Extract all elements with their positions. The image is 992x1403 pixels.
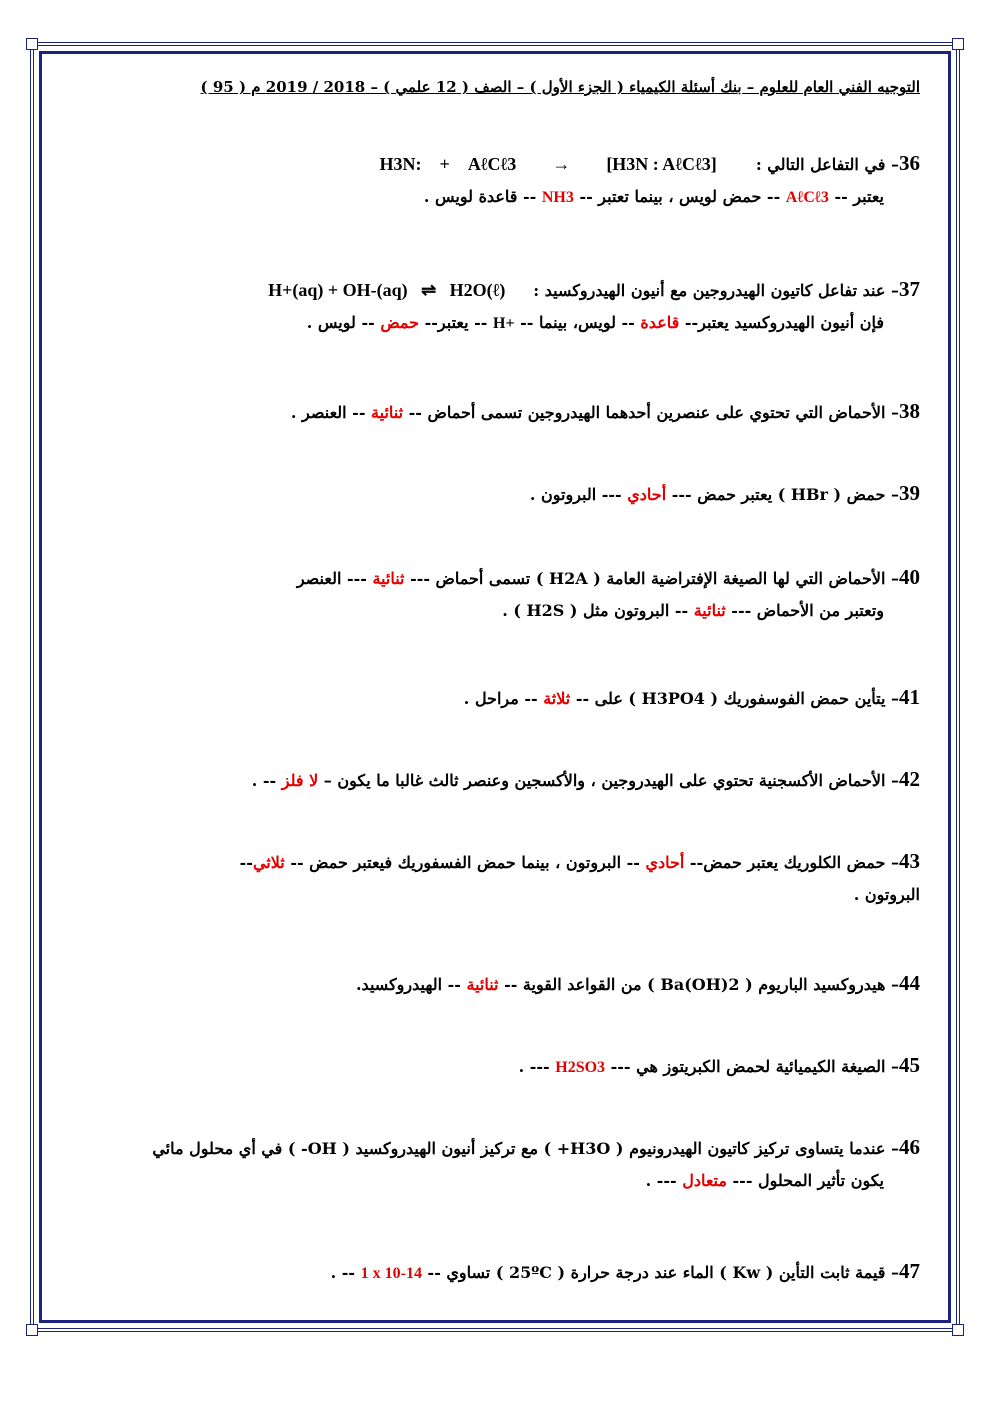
text: -- حمض لويس ، بينما تعتبر --: [579, 187, 781, 206]
question-42: [58, 768, 920, 792]
answer-red: لا فلز: [281, 771, 319, 790]
text: فإن أنيون الهيدروكسيد يعتبر--: [684, 313, 884, 332]
product: H2O(ℓ): [449, 280, 506, 300]
question-number: 41: [899, 685, 920, 709]
answer-red: حمض: [380, 313, 420, 332]
answer-line: [58, 186, 920, 209]
text: -- لويس .: [306, 313, 375, 332]
answer-red: ثنائية: [372, 569, 405, 588]
text: البروتون .: [853, 885, 920, 904]
text: --- .: [518, 1057, 550, 1076]
question-46: [58, 1136, 920, 1192]
answer-red: ثنائية: [693, 601, 726, 620]
reaction-equation: [268, 280, 505, 300]
answer-line: [58, 1170, 920, 1192]
question-number: 42: [899, 767, 920, 791]
text: – قيمة ثابت التأين ( Kw ) الماء عند درجة حرارة ( 25ºC ) تساوي --: [427, 1263, 899, 1282]
text: – يتأين حمض الفوسفوريك ( H3PO4 ) على --: [575, 689, 899, 708]
question-number: 38: [899, 399, 920, 423]
answer-red: أحادي: [645, 853, 685, 872]
text: – الأحماض الأكسجنية تحتوي على الهيدروجين ، والأكسجين وعنصر ثالث غالبا ما يكون –: [323, 771, 899, 790]
border-corner: [26, 38, 38, 50]
page-header: التوجيه الفني العام للعلوم – بنك أسئلة الكيمياء ( الجزء الأول ) – الصف ( 12 علمي ) – 2018 / 2019 م ( 95 ): [200, 78, 920, 96]
question-38: [58, 400, 920, 424]
plus-sign: +: [439, 154, 450, 174]
question-text: – في التفاعل التالي :: [755, 155, 899, 174]
equilibrium-arrow: ⇌: [421, 280, 437, 300]
answer-red: أحادي: [627, 485, 667, 504]
text: -- لويس، بينما --: [520, 313, 635, 332]
text: -- مراحل .: [463, 689, 538, 708]
question-number: 47: [899, 1259, 920, 1283]
answer-red: AℓCℓ3: [785, 189, 829, 206]
question-number: 43: [899, 849, 920, 873]
question-43: [58, 850, 920, 906]
question-number: 40: [899, 565, 920, 589]
text: --- .: [645, 1171, 677, 1190]
answer-red: ثنائية: [371, 403, 404, 422]
answer-red: ثلاثي: [252, 853, 285, 872]
text: وتعتبر من الأحماض ---: [731, 601, 884, 620]
question-36: [58, 152, 920, 209]
question-47: [58, 1260, 920, 1285]
question-number: 45: [899, 1053, 920, 1077]
border-corner: [952, 38, 964, 50]
text: -- الهيدروكسيد.: [355, 975, 461, 994]
reactants: H+(aq) + OH-(aq): [268, 280, 408, 300]
question-number: 36: [899, 151, 920, 175]
text: -- يعتبر--: [424, 313, 488, 332]
answer-red: NH3: [541, 189, 574, 206]
question-text: – عند تفاعل كاتيون الهيدروجين مع أنيون الهيدروكسيد :: [533, 281, 899, 300]
question-number: 46: [899, 1135, 920, 1159]
border-corner: [26, 1324, 38, 1336]
text: --- البروتون .: [529, 485, 622, 504]
question-41: [58, 686, 920, 710]
text: – الأحماض التي تحتوي على عنصرين أحدهما الهيدروجين تسمى أحماض --: [408, 403, 899, 422]
text: – هيدروكسيد الباريوم ( Ba(OH)2 ) من القواعد القوية --: [504, 975, 899, 994]
question-number: 39: [899, 481, 920, 505]
text: – الأحماض التي لها الصيغة الإفتراضية العامة ( H2A ) تسمى أحماض ---: [410, 569, 899, 588]
question-44: [58, 972, 920, 996]
text: --- العنصر: [296, 569, 367, 588]
answer-red: ثنائية: [466, 975, 499, 994]
text: -- .: [330, 1263, 356, 1282]
text: -- العنصر .: [290, 403, 366, 422]
question-number: 44: [899, 971, 920, 995]
h-ion: H+: [493, 315, 515, 332]
answer-red: H2SO3: [555, 1059, 606, 1076]
question-39: [58, 482, 920, 506]
text: -- .: [251, 771, 277, 790]
text: يعتبر --: [834, 187, 884, 206]
question-40: [58, 566, 920, 622]
border-corner: [952, 1324, 964, 1336]
question-37: [58, 278, 920, 335]
text: يكون تأثير المحلول ---: [732, 1171, 884, 1190]
reaction-arrow: →: [552, 154, 571, 174]
answer-red: قاعدة: [640, 313, 680, 332]
text: – الصيغة الكيميائية لحمض الكبريتوز هي ---: [610, 1057, 899, 1076]
text: -- البروتون مثل ( H2S ) .: [502, 601, 689, 620]
reaction-equation: [380, 154, 717, 174]
text: -- البروتون ، بينما حمض الفسفوريك فيعتبر حمض --: [290, 853, 640, 872]
question-number: 37: [899, 277, 920, 301]
text: --: [239, 853, 253, 872]
product: [H3N : AℓCℓ3]: [606, 154, 717, 174]
text: – حمض الكلوريك يعتبر حمض--: [689, 853, 899, 872]
answer-line: [58, 312, 920, 335]
text: – عندما يتساوى تركيز كاتيون الهيدرونيوم ( H3O+ ) مع تركيز أنيون الهيدروكسيد ( OH- ) في أي محلول مائي: [152, 1139, 899, 1158]
answer-line: [58, 600, 920, 622]
question-45: [58, 1054, 920, 1079]
text: -- قاعدة لويس .: [423, 187, 537, 206]
answer-red: متعادل: [682, 1171, 727, 1190]
reactant-1: H3N:: [379, 154, 422, 174]
text: – حمض ( HBr ) يعتبر حمض ---: [671, 485, 899, 504]
reactant-2: AℓCℓ3: [467, 154, 517, 174]
answer-red: ثلاثة: [543, 689, 571, 708]
answer-red: 1 x 10-14: [360, 1265, 422, 1282]
